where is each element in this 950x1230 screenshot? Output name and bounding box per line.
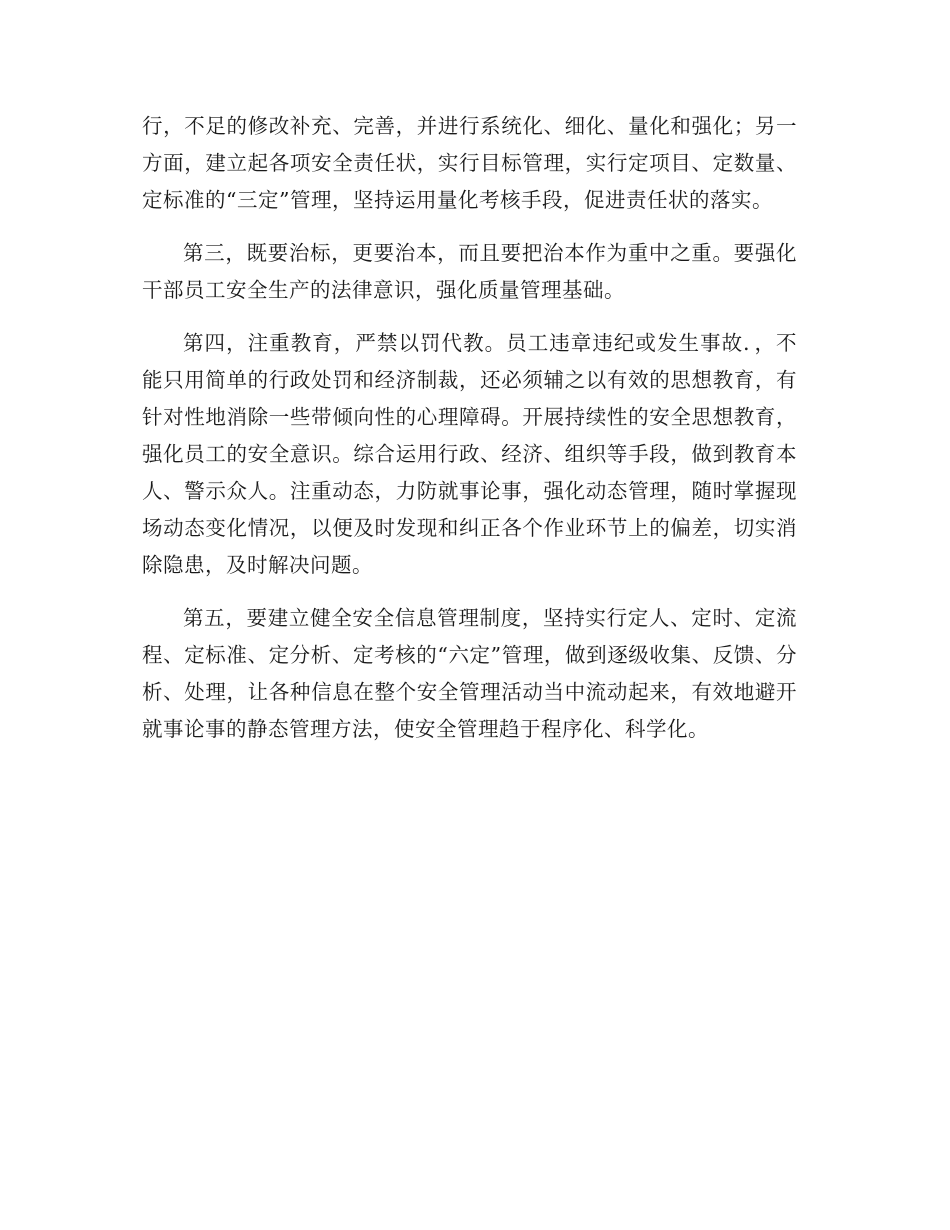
- paragraph-third-point: 第三，既要治标，更要治本，而且要把治本作为重中之重。要强化干部员工安全生产的法律意识，强化质量管理基础。: [142, 241, 797, 302]
- document-body: [142, 108, 797, 764]
- paragraph-fourth-point: 第四，注重教育，严禁以罚代教。员工违章违纪或发生事故．，不能只用简单的行政处罚和经济制裁，还必须辅之以有效的思想教育，有针对性地消除一些带倾向性的心理障碍。开展持续性的安全思想教育，强化员工的安全意识。综合运用行政、经济、组织等手段，做到教育本人、警示众人。注重动态，力防就事论事，强化动态管理，随时掌握现场动态变化情况，以便及时发现和纠正各个作业环节上的偏差，切实消除隐患，及时解决问题。: [142, 331, 797, 577]
- paragraph-fifth-point: 第五，要建立健全安全信息管理制度，坚持实行定人、定时、定流程、定标准、定分析、定考核的“六定”管理，做到逐级收集、反馈、分析、处理，让各种信息在整个安全管理活动当中流动起来，有效地避开就事论事的静态管理方法，使安全管理趋于程序化、科学化。: [142, 606, 797, 741]
- paragraph-continuation: 行，不足的修改补充、完善，并进行系统化、细化、量化和强化；另一方面，建立起各项安全责任状，实行目标管理，实行定项目、定数量、定标准的“三定”管理，坚持运用量化考核手段，促进责任状的落实。: [142, 114, 797, 212]
